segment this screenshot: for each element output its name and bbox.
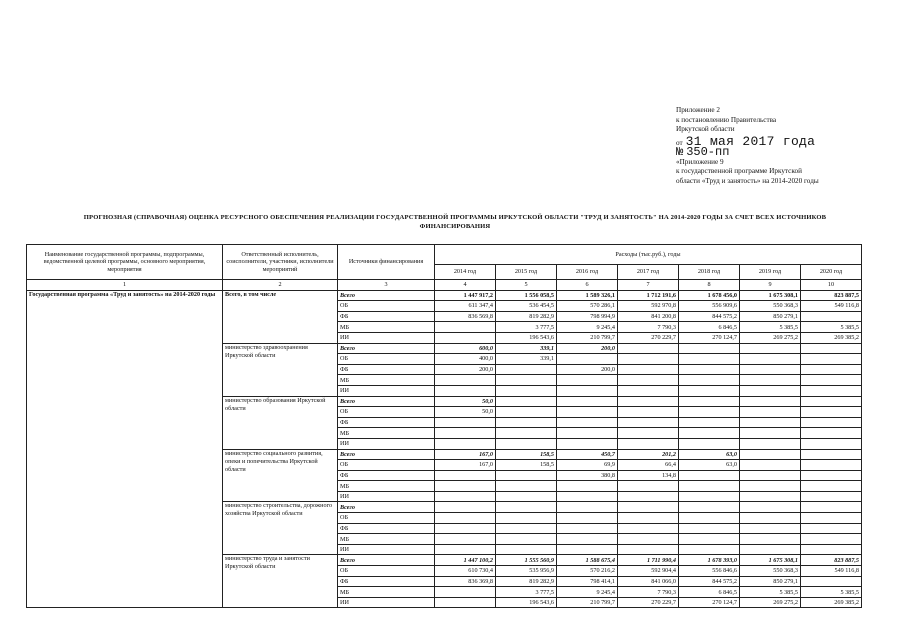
executor-cell: министерство социального развития, опеки и попечительства Иркутской области <box>223 449 338 502</box>
value-cell <box>435 438 496 449</box>
value-cell: 270 229,7 <box>618 332 679 343</box>
header-date-handwritten: 31 мая 2017 года <box>685 133 816 149</box>
source-cell: ОБ <box>338 354 435 365</box>
value-cell <box>435 417 496 428</box>
value-cell <box>801 460 862 471</box>
value-cell <box>435 385 496 396</box>
executor-cell: министерство труда и занятости Иркутской области <box>223 555 338 608</box>
value-cell: 134,8 <box>618 470 679 481</box>
source-cell: ИИ <box>338 332 435 343</box>
value-cell <box>801 396 862 407</box>
value-cell <box>679 407 740 418</box>
column-number-cell: 7 <box>618 280 679 291</box>
value-cell <box>557 513 618 524</box>
value-cell <box>740 470 801 481</box>
value-cell <box>557 534 618 545</box>
value-cell <box>557 385 618 396</box>
value-cell <box>679 375 740 386</box>
value-cell <box>618 354 679 365</box>
value-cell: 611 347,4 <box>435 301 496 312</box>
value-cell: 1 447 917,2 <box>435 290 496 301</box>
value-cell: 819 282,9 <box>496 311 557 322</box>
source-cell: ФБ <box>338 364 435 375</box>
header-cell-source: Источники финансирования <box>338 245 435 280</box>
source-cell: ФБ <box>338 523 435 534</box>
value-cell <box>740 523 801 534</box>
value-cell <box>740 428 801 439</box>
value-cell <box>496 407 557 418</box>
column-number-cell: 6 <box>557 280 618 291</box>
value-cell <box>435 544 496 555</box>
value-cell <box>496 385 557 396</box>
value-cell <box>618 428 679 439</box>
value-cell <box>740 354 801 365</box>
table-row <box>27 290 862 301</box>
value-cell <box>801 502 862 513</box>
header-line-appendix9: «Приложение 9 <box>676 157 724 166</box>
value-cell <box>496 364 557 375</box>
value-cell <box>679 534 740 545</box>
value-cell: 836 569,8 <box>435 311 496 322</box>
value-cell <box>679 364 740 375</box>
value-cell: 269 385,2 <box>801 597 862 608</box>
value-cell: 1 678 456,0 <box>679 290 740 301</box>
value-cell: 201,2 <box>618 449 679 460</box>
value-cell <box>679 491 740 502</box>
value-cell: 850 279,1 <box>740 576 801 587</box>
value-cell <box>435 587 496 598</box>
source-cell: Всего <box>338 555 435 566</box>
header-line-program-years: области «Труд и занятость» на 2014-2020 годы <box>676 176 819 185</box>
value-cell <box>618 438 679 449</box>
value-cell <box>618 364 679 375</box>
value-cell <box>496 513 557 524</box>
source-cell: ИИ <box>338 544 435 555</box>
value-cell <box>557 396 618 407</box>
document-header <box>676 106 819 187</box>
value-cell <box>801 417 862 428</box>
source-cell: ОБ <box>338 407 435 418</box>
source-cell: МБ <box>338 375 435 386</box>
value-cell: 158,5 <box>496 449 557 460</box>
value-cell: 556 909,6 <box>679 301 740 312</box>
value-cell <box>740 534 801 545</box>
value-cell <box>618 343 679 354</box>
value-cell <box>801 481 862 492</box>
year-header-cell: 2015 год <box>496 264 557 279</box>
value-cell: 66,4 <box>618 460 679 471</box>
value-cell <box>801 438 862 449</box>
value-cell <box>557 502 618 513</box>
value-cell: 9 245,4 <box>557 322 618 333</box>
value-cell <box>679 481 740 492</box>
title-line-2: ФИНАНСИРОВАНИЯ <box>419 223 491 230</box>
value-cell: 844 575,2 <box>679 311 740 322</box>
value-cell: 270 229,7 <box>618 597 679 608</box>
value-cell <box>740 375 801 386</box>
value-cell <box>801 534 862 545</box>
value-cell: 210 799,7 <box>557 597 618 608</box>
value-cell <box>496 523 557 534</box>
value-cell <box>618 417 679 428</box>
value-cell: 1 555 560,9 <box>496 555 557 566</box>
value-cell <box>618 544 679 555</box>
value-cell <box>435 322 496 333</box>
source-cell: МБ <box>338 322 435 333</box>
value-cell <box>801 311 862 322</box>
value-cell: 269 275,2 <box>740 597 801 608</box>
value-cell <box>496 502 557 513</box>
value-cell: 339,1 <box>496 354 557 365</box>
value-cell <box>679 502 740 513</box>
value-cell: 556 846,6 <box>679 566 740 577</box>
value-cell <box>801 428 862 439</box>
value-cell: 823 887,5 <box>801 555 862 566</box>
year-header-cell: 2019 год <box>740 264 801 279</box>
value-cell: 850 279,1 <box>740 311 801 322</box>
column-number-cell: 2 <box>223 280 338 291</box>
value-cell: 380,8 <box>557 470 618 481</box>
header-line-region: Иркутской области <box>676 125 735 134</box>
value-cell: 841 200,8 <box>618 311 679 322</box>
value-cell <box>679 544 740 555</box>
source-cell: ОБ <box>338 301 435 312</box>
value-cell <box>740 460 801 471</box>
value-cell <box>740 407 801 418</box>
year-header-cell: 2016 год <box>557 264 618 279</box>
value-cell <box>679 438 740 449</box>
value-cell <box>435 332 496 343</box>
value-cell: 3 777,5 <box>496 322 557 333</box>
source-cell: МБ <box>338 587 435 598</box>
value-cell <box>435 523 496 534</box>
funding-table <box>26 244 862 608</box>
value-cell: 6 846,5 <box>679 322 740 333</box>
header-number-prefix: № <box>676 144 684 159</box>
value-cell: 836 369,8 <box>435 576 496 587</box>
header-number-handwritten: 350-пп <box>686 144 730 159</box>
value-cell <box>618 502 679 513</box>
value-cell: 823 887,5 <box>801 290 862 301</box>
value-cell <box>557 407 618 418</box>
value-cell <box>679 470 740 481</box>
source-cell: Всего <box>338 343 435 354</box>
source-cell: ФБ <box>338 576 435 587</box>
column-number-cell: 4 <box>435 280 496 291</box>
header-cell-expenses: Расходы (тыс.руб.), годы <box>435 245 862 265</box>
year-header-cell: 2014 год <box>435 264 496 279</box>
value-cell: 610 730,4 <box>435 566 496 577</box>
value-cell <box>557 544 618 555</box>
value-cell <box>801 523 862 534</box>
value-cell <box>740 491 801 502</box>
document-title <box>40 213 870 231</box>
source-cell: ИИ <box>338 385 435 396</box>
value-cell <box>679 523 740 534</box>
value-cell <box>740 513 801 524</box>
source-cell: ФБ <box>338 311 435 322</box>
source-cell: ФБ <box>338 470 435 481</box>
executor-cell: министерство образования Иркутской области <box>223 396 338 449</box>
value-cell <box>740 343 801 354</box>
value-cell: 570 286,1 <box>557 301 618 312</box>
value-cell <box>801 385 862 396</box>
value-cell <box>618 375 679 386</box>
value-cell: 269 275,2 <box>740 332 801 343</box>
value-cell: 158,5 <box>496 460 557 471</box>
executor-cell: министерство здравоохранения Иркутской области <box>223 343 338 396</box>
value-cell: 549 116,8 <box>801 301 862 312</box>
value-cell: 210 799,7 <box>557 332 618 343</box>
value-cell: 339,1 <box>496 343 557 354</box>
year-header-cell: 2020 год <box>801 264 862 279</box>
column-number-cell: 10 <box>801 280 862 291</box>
value-cell: 200,0 <box>435 364 496 375</box>
source-cell: ОБ <box>338 460 435 471</box>
value-cell <box>496 534 557 545</box>
value-cell <box>740 544 801 555</box>
value-cell: 5 385,5 <box>801 587 862 598</box>
value-cell <box>740 438 801 449</box>
source-cell: ИИ <box>338 438 435 449</box>
source-cell: ИИ <box>338 597 435 608</box>
value-cell: 5 385,5 <box>801 322 862 333</box>
header-cell-executor: Ответственный исполнитель, соисполнители, участники, исполнители мероприятий <box>223 245 338 280</box>
value-cell <box>679 513 740 524</box>
value-cell <box>496 428 557 439</box>
value-cell <box>801 470 862 481</box>
value-cell <box>618 396 679 407</box>
value-cell <box>679 417 740 428</box>
year-header-cell: 2018 год <box>679 264 740 279</box>
source-cell: ФБ <box>338 417 435 428</box>
value-cell: 5 385,5 <box>740 322 801 333</box>
value-cell <box>557 438 618 449</box>
value-cell <box>679 385 740 396</box>
value-cell <box>679 354 740 365</box>
value-cell: 270 124,7 <box>679 332 740 343</box>
value-cell <box>557 523 618 534</box>
source-cell: Всего <box>338 449 435 460</box>
header-line-decree: к постановлению Правительства <box>676 115 777 124</box>
value-cell: 63,0 <box>679 449 740 460</box>
value-cell <box>618 523 679 534</box>
program-name-cell: Государственная программа «Труд и занятость» на 2014-2020 годы <box>27 290 223 608</box>
value-cell: 600,0 <box>435 343 496 354</box>
source-cell: МБ <box>338 481 435 492</box>
value-cell <box>557 491 618 502</box>
source-cell: ИИ <box>338 491 435 502</box>
value-cell: 69,9 <box>557 460 618 471</box>
year-header-cell: 2017 год <box>618 264 679 279</box>
value-cell: 450,7 <box>557 449 618 460</box>
value-cell: 1 712 191,6 <box>618 290 679 301</box>
executor-cell: Всего, в том числе <box>223 290 338 343</box>
value-cell <box>740 385 801 396</box>
value-cell: 535 956,9 <box>496 566 557 577</box>
value-cell <box>557 428 618 439</box>
value-cell <box>618 513 679 524</box>
value-cell <box>618 407 679 418</box>
title-line-1: ПРОГНОЗНАЯ (СПРАВОЧНАЯ) ОЦЕНКА РЕСУРСНОГО ОБЕСПЕЧЕНИЯ РЕАЛИЗАЦИИ ГОСУДАРСТВЕННОЙ ПРОГРАММЫ ИРКУТСКОЙ ОБЛАСТИ "ТРУД И ЗАНЯТОСТЬ" НА 2014-2020 ГОДЫ ЗА СЧЕТ ВСЕХ ИСТОЧНИКОВ <box>83 214 827 221</box>
value-cell: 167,0 <box>435 449 496 460</box>
value-cell: 196 543,6 <box>496 597 557 608</box>
value-cell <box>618 481 679 492</box>
source-cell: Всего <box>338 502 435 513</box>
value-cell <box>435 534 496 545</box>
value-cell: 798 414,1 <box>557 576 618 587</box>
value-cell <box>435 502 496 513</box>
value-cell <box>618 491 679 502</box>
value-cell <box>679 428 740 439</box>
value-cell: 270 124,7 <box>679 597 740 608</box>
value-cell: 200,0 <box>557 343 618 354</box>
value-cell <box>435 481 496 492</box>
value-cell: 50,0 <box>435 396 496 407</box>
value-cell <box>679 396 740 407</box>
value-cell <box>740 481 801 492</box>
value-cell <box>679 343 740 354</box>
value-cell: 6 846,5 <box>679 587 740 598</box>
value-cell <box>435 513 496 524</box>
value-cell: 798 994,9 <box>557 311 618 322</box>
value-cell: 50,0 <box>435 407 496 418</box>
value-cell <box>801 354 862 365</box>
column-number-cell: 8 <box>679 280 740 291</box>
value-cell: 1 675 308,1 <box>740 555 801 566</box>
header-line-program: к государственной программе Иркутской <box>676 167 802 176</box>
value-cell <box>496 396 557 407</box>
executor-cell: министерство строительства, дорожного хозяйства Иркутской области <box>223 502 338 555</box>
source-cell: МБ <box>338 534 435 545</box>
value-cell <box>801 513 862 524</box>
value-cell <box>435 491 496 502</box>
value-cell: 1 678 393,0 <box>679 555 740 566</box>
value-cell: 7 790,3 <box>618 587 679 598</box>
value-cell: 592 970,8 <box>618 301 679 312</box>
value-cell: 549 116,8 <box>801 566 862 577</box>
value-cell <box>557 481 618 492</box>
value-cell <box>557 354 618 365</box>
value-cell: 196 543,6 <box>496 332 557 343</box>
source-cell: Всего <box>338 290 435 301</box>
value-cell: 1 556 058,5 <box>496 290 557 301</box>
value-cell: 819 282,9 <box>496 576 557 587</box>
value-cell <box>801 364 862 375</box>
value-cell: 592 904,4 <box>618 566 679 577</box>
value-cell <box>801 491 862 502</box>
column-number-cell: 9 <box>740 280 801 291</box>
value-cell: 3 777,5 <box>496 587 557 598</box>
value-cell <box>435 470 496 481</box>
value-cell <box>496 481 557 492</box>
value-cell <box>496 417 557 428</box>
value-cell: 550 368,3 <box>740 301 801 312</box>
value-cell <box>740 449 801 460</box>
value-cell: 9 245,4 <box>557 587 618 598</box>
value-cell <box>435 428 496 439</box>
value-cell: 1 447 100,2 <box>435 555 496 566</box>
value-cell <box>557 417 618 428</box>
value-cell <box>618 385 679 396</box>
column-number-cell: 3 <box>338 280 435 291</box>
value-cell <box>801 449 862 460</box>
value-cell <box>496 544 557 555</box>
value-cell: 63,0 <box>679 460 740 471</box>
value-cell: 570 216,2 <box>557 566 618 577</box>
value-cell <box>740 396 801 407</box>
value-cell <box>740 364 801 375</box>
value-cell <box>801 343 862 354</box>
value-cell: 7 790,3 <box>618 322 679 333</box>
value-cell: 550 368,3 <box>740 566 801 577</box>
value-cell: 1 588 675,4 <box>557 555 618 566</box>
column-number-cell: 1 <box>27 280 223 291</box>
source-cell: ОБ <box>338 513 435 524</box>
value-cell: 167,0 <box>435 460 496 471</box>
value-cell: 269 385,2 <box>801 332 862 343</box>
value-cell <box>496 491 557 502</box>
source-cell: Всего <box>338 396 435 407</box>
header-cell-program: Наименование государственной программы, подпрограммы, ведомственной целевой программы, основного мероприятия, мероприятия <box>27 245 223 280</box>
value-cell <box>740 417 801 428</box>
value-cell <box>435 597 496 608</box>
value-cell: 1 711 990,4 <box>618 555 679 566</box>
value-cell: 200,0 <box>557 364 618 375</box>
value-cell: 1 589 326,1 <box>557 290 618 301</box>
value-cell: 5 385,5 <box>740 587 801 598</box>
value-cell <box>496 470 557 481</box>
value-cell <box>740 502 801 513</box>
value-cell <box>618 534 679 545</box>
value-cell: 841 066,0 <box>618 576 679 587</box>
value-cell <box>801 407 862 418</box>
value-cell <box>801 375 862 386</box>
source-cell: МБ <box>338 428 435 439</box>
value-cell <box>801 576 862 587</box>
value-cell: 1 675 308,1 <box>740 290 801 301</box>
header-date-prefix: от <box>676 138 683 147</box>
value-cell: 536 454,5 <box>496 301 557 312</box>
value-cell <box>496 375 557 386</box>
source-cell: ОБ <box>338 566 435 577</box>
value-cell: 400,0 <box>435 354 496 365</box>
value-cell: 844 575,2 <box>679 576 740 587</box>
value-cell <box>435 375 496 386</box>
value-cell <box>557 375 618 386</box>
header-line-appendix: Приложение 2 <box>676 106 720 114</box>
value-cell <box>496 438 557 449</box>
value-cell <box>801 544 862 555</box>
column-number-cell: 5 <box>496 280 557 291</box>
